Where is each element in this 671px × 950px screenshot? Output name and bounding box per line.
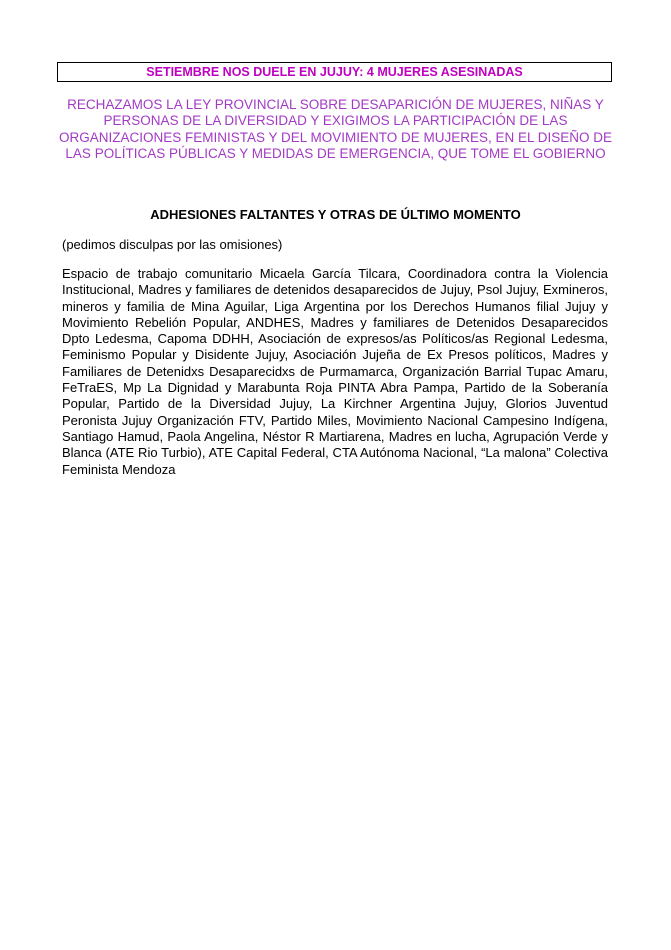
apology-note: (pedimos disculpas por las omisiones) [62,237,283,252]
document-title: SETIEMBRE NOS DUELE EN JUJUY: 4 MUJERES ASESINADAS [57,62,612,82]
adhesions-list: Espacio de trabajo comunitario Micaela García Tilcara, Coordinadora contra la Violencia Institucional, Madres y familiares de detenidos desaparecidos de Jujuy, Psol Jujuy, Exmineros, mineros y familia de Mina Aguilar, Liga Argentina por los Derechos Humanos filial Jujuy y Movimiento Rebelión Popular, ANDHES, Madres y familiares de Detenidos Desaparecidos Dpto Ledesma, Capoma DDHH, Asociación de expresos/as Políticos/as Regional Ledesma, Feminismo Popular y Disidente Jujuy, Asociación Jujeña de Ex Presos políticos, Madres y Familiares de Detenidxs Desaparecidxs de Purmamarca, Organización Barrial Tupac Amaru, FeTraES, Mp La Dignidad y Marabunta Roja PINTA Abra Pampa, Partido de la Soberanía Popular, Partido de la Diversidad Jujuy, La Kirchner Argentina Jujuy, Glorios Juventud Peronista Jujuy Organización FTV, Partido Miles, Movimiento Nacional Campesino Indígena, Santiago Hamud, Paola Angelina, Néstor R Martiarena, Madres en lucha, Agrupación Verde y Blanca (ATE Rio Turbio), ATE Capital Federal, CTA Autónoma Nacional, “La malona” Colectiva Feminista Mendoza [62,266,608,477]
document-subtitle: RECHAZAMOS LA LEY PROVINCIAL SOBRE DESAPARICIÓN DE MUJERES, NIÑAS Y PERSONAS DE LA DIVERSIDAD Y EXIGIMOS LA PARTICIPACIÓN DE LAS ORGANIZACIONES FEMINISTAS Y DEL MOVIMIENTO DE MUJERES, EN EL DISEÑO DE LAS POLÍTICAS PÚBLICAS Y MEDIDAS DE EMERGENCIA, QUE TOME EL GOBIERNO [58,97,613,162]
section-heading: ADHESIONES FALTANTES Y OTRAS DE ÚLTIMO MOMENTO [150,207,521,222]
